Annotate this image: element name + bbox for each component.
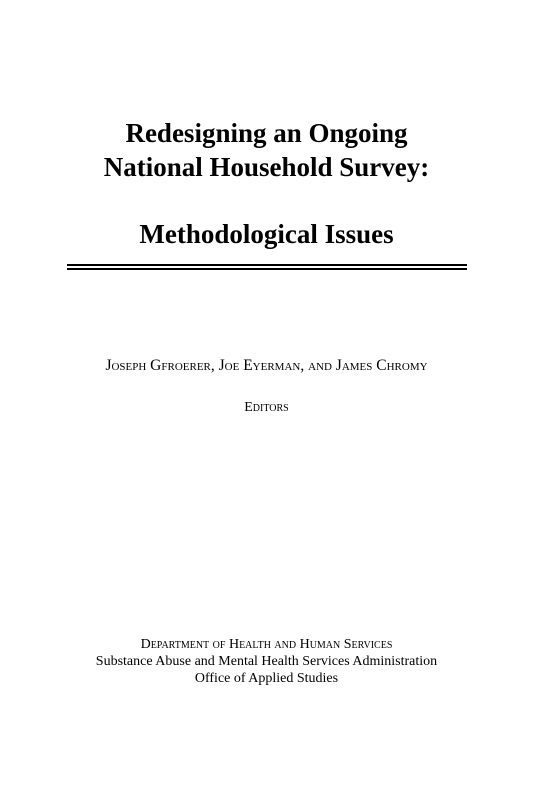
office-name: Office of Applied Studies [194, 671, 339, 686]
title-line-1: Redesigning an Ongoing [125, 118, 408, 148]
administration-name: Substance Abuse and Mental Health Services Administration [95, 654, 438, 669]
divider-rule-top [67, 264, 467, 266]
editors-label: Editors [244, 400, 289, 415]
editor-names: Joseph Gfroerer, Joe Eyerman, and James Chromy [105, 357, 428, 374]
document-title [0, 116, 533, 184]
publisher-block [0, 636, 533, 687]
department-name: Department of Health and Human Services [140, 637, 393, 652]
title-line-2: National Household Survey: [103, 152, 430, 182]
document-subtitle: Methodological Issues [139, 219, 394, 249]
divider-rule-bottom [67, 268, 467, 270]
